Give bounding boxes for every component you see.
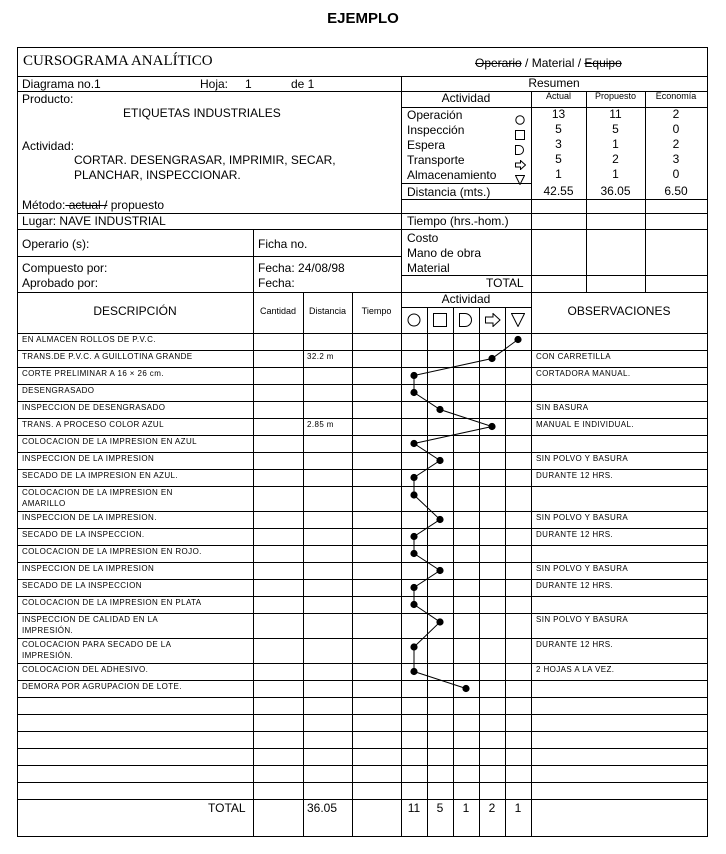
material-label: Material bbox=[407, 261, 450, 275]
activity-point bbox=[410, 668, 417, 675]
activity-point bbox=[488, 355, 495, 362]
distancia-actual: 42.55 bbox=[543, 184, 574, 198]
activity-point bbox=[410, 372, 417, 379]
grid-line bbox=[401, 199, 708, 200]
activity-point bbox=[410, 550, 417, 557]
table-row-line bbox=[17, 613, 708, 614]
activity-point bbox=[436, 516, 443, 523]
activity-point bbox=[410, 533, 417, 540]
resumen-row-label: Almacenamiento bbox=[407, 168, 497, 182]
table-row-observation: CORTADORA MANUAL. bbox=[536, 369, 631, 378]
operario-label: Operario (s): bbox=[22, 237, 90, 251]
table-row-line bbox=[17, 528, 708, 529]
activity-flow-line bbox=[414, 340, 518, 689]
actividad-line1: CORTAR. DESENGRASAR, IMPRIMIR, SECAR, bbox=[74, 153, 336, 167]
resumen-actual-value: 5 bbox=[555, 122, 562, 136]
table-row-description: INSPECCION DE LA IMPRESION bbox=[22, 564, 155, 573]
grid-line bbox=[17, 333, 708, 334]
activity-point bbox=[514, 336, 521, 343]
triangle-down-icon bbox=[511, 313, 525, 332]
activity-point bbox=[436, 618, 443, 625]
table-row-description: COLOCACION DE LA IMPRESION EN ROJO. bbox=[22, 547, 202, 556]
table-row-line bbox=[17, 765, 708, 766]
activity-point bbox=[436, 406, 443, 413]
form-border-bottom bbox=[17, 836, 708, 837]
form-border-top bbox=[17, 47, 708, 48]
table-row-observation: DURANTE 12 HRS. bbox=[536, 640, 614, 649]
compuesto-label: Compuesto por: bbox=[22, 261, 108, 275]
form-title: CURSOGRAMA ANALÍTICO bbox=[23, 53, 213, 69]
activity-column-line bbox=[453, 307, 454, 837]
actividad-label: Actividad: bbox=[22, 139, 75, 153]
table-row-line bbox=[17, 452, 708, 453]
table-row-line bbox=[17, 486, 708, 487]
resumen-row-label: Espera bbox=[407, 138, 446, 152]
table-row-line bbox=[17, 384, 708, 385]
type-sep: / bbox=[574, 56, 585, 70]
activity-column-line bbox=[505, 307, 506, 837]
table-row-description: INSPECCION DE DESENGRASADO bbox=[22, 403, 166, 412]
col-cantidad-header: Cantidad bbox=[259, 306, 297, 316]
tiempo-label: Tiempo (hrs.-hom.) bbox=[407, 214, 509, 228]
table-row-observation: SIN POLVO Y BASURA bbox=[536, 615, 629, 624]
resumen-actividad-header: Actividad bbox=[441, 91, 491, 105]
actividad-line2: PLANCHAR, INSPECCIONAR. bbox=[74, 168, 241, 182]
resumen-economia-value: 2 bbox=[672, 137, 680, 151]
table-total-count: 1 bbox=[462, 801, 470, 815]
grid-line bbox=[303, 292, 304, 837]
table-row-description: INSPECCION DE LA IMPRESION. bbox=[22, 513, 157, 522]
resumen-actual-value: 5 bbox=[555, 152, 562, 166]
table-row-description: DEMORA POR AGRUPACION DE LOTE. bbox=[22, 682, 182, 691]
col-tiempo-header: Tiempo bbox=[361, 306, 392, 316]
table-row-line bbox=[17, 350, 708, 351]
table-row-distance: 2.85 m bbox=[307, 420, 334, 429]
table-row-description: COLOCACION DEL ADHESIVO. bbox=[22, 665, 149, 674]
table-row-line bbox=[17, 511, 708, 512]
table-row-line bbox=[17, 680, 708, 681]
type-material: Material bbox=[531, 56, 575, 70]
triangle-down-icon bbox=[515, 172, 525, 190]
distancia-propuesto: 36.05 bbox=[600, 184, 631, 198]
col-propuesto-header: Propuesto bbox=[594, 91, 637, 101]
fecha-aprobado: Fecha: bbox=[258, 276, 295, 290]
table-row-description: TRANS.DE P.V.C. A GUILLOTINA GRANDE bbox=[22, 352, 193, 361]
col-actividad-header: Actividad bbox=[441, 292, 491, 306]
table-row-description: COLOCACION PARA SECADO DE LA bbox=[22, 640, 172, 649]
table-total-distancia: 36.05 bbox=[307, 801, 338, 815]
table-total-count: 2 bbox=[488, 801, 496, 815]
lugar-field: Lugar: NAVE INDUSTRIAL bbox=[22, 214, 166, 228]
arrow-right-icon bbox=[485, 313, 501, 332]
table-row-observation: DURANTE 12 HRS. bbox=[536, 581, 614, 590]
table-row-line bbox=[17, 782, 708, 783]
table-row-observation: DURANTE 12 HRS. bbox=[536, 471, 614, 480]
table-row-observation: CON CARRETILLA bbox=[536, 352, 611, 361]
metodo-label: Método: bbox=[22, 198, 66, 212]
table-row-description-cont: AMARILLO bbox=[22, 499, 66, 508]
col-distancia-header: Distancia bbox=[308, 306, 346, 316]
activity-point bbox=[462, 685, 469, 692]
actividad-header-line bbox=[401, 307, 532, 308]
resumen-total-label: TOTAL bbox=[486, 276, 524, 290]
table-row-description: INSPECCION DE LA IMPRESION bbox=[22, 454, 155, 463]
resumen-propuesto-value: 2 bbox=[612, 152, 619, 166]
fecha-compuesto: Fecha: 24/08/98 bbox=[258, 261, 345, 275]
square-icon bbox=[433, 313, 447, 332]
grid-line bbox=[401, 183, 532, 184]
resumen-propuesto-value: 1 bbox=[612, 137, 619, 151]
table-row-line bbox=[17, 697, 708, 698]
type-operario: Operario bbox=[475, 56, 522, 70]
hoja-value: 1 bbox=[245, 77, 252, 91]
resumen-economia-value: 3 bbox=[672, 152, 680, 166]
grid-line bbox=[17, 229, 402, 230]
distancia-label: Distancia (mts.) bbox=[407, 185, 491, 199]
circle-icon bbox=[407, 313, 421, 332]
resumen-title: Resumen bbox=[528, 76, 580, 90]
table-row-line bbox=[17, 663, 708, 664]
table-row-description-cont: IMPRESIÓN. bbox=[22, 626, 74, 635]
metodo-field bbox=[22, 198, 164, 212]
costo-label: Costo bbox=[407, 231, 439, 245]
hoja-total: de 1 bbox=[291, 77, 315, 91]
resumen-actual-value: 1 bbox=[555, 167, 562, 181]
table-row-line bbox=[17, 367, 708, 368]
distancia-economia: 6.50 bbox=[664, 184, 688, 198]
producto-label: Producto: bbox=[22, 92, 74, 106]
diagrama-number: Diagrama no.1 bbox=[22, 77, 101, 91]
resumen-propuesto-value: 5 bbox=[612, 122, 619, 136]
table-row-line bbox=[17, 418, 708, 419]
grid-line bbox=[253, 292, 254, 837]
page-title: EJEMPLO bbox=[327, 10, 399, 27]
table-row-description: COLOCACION DE LA IMPRESION EN AZUL bbox=[22, 437, 197, 446]
table-row-observation: SIN POLVO Y BASURA bbox=[536, 564, 629, 573]
resumen-economia-value: 2 bbox=[672, 107, 680, 121]
summary-divider bbox=[401, 76, 402, 837]
activity-point bbox=[410, 440, 417, 447]
activity-point bbox=[410, 601, 417, 608]
table-row-line bbox=[17, 748, 708, 749]
metodo-actual: actual / bbox=[65, 198, 108, 212]
mano-obra-label: Mano de obra bbox=[407, 246, 482, 260]
col-observaciones-header: OBSERVACIONES bbox=[567, 304, 671, 318]
d-shape-icon bbox=[459, 313, 473, 332]
table-row-description: SECADO DE LA INSPECCION. bbox=[22, 530, 145, 539]
table-row-line bbox=[17, 435, 708, 436]
activity-point bbox=[410, 491, 417, 498]
metodo-propuesto: propuesto bbox=[107, 198, 165, 212]
activity-column-line bbox=[427, 307, 428, 837]
activity-point bbox=[488, 423, 495, 430]
grid-line bbox=[401, 229, 708, 230]
table-row-description: COLOCACION DE LA IMPRESION EN bbox=[22, 488, 173, 497]
table-total-label: TOTAL bbox=[208, 801, 246, 815]
table-row-line bbox=[17, 562, 708, 563]
grid-line bbox=[531, 292, 532, 837]
resumen-row-label: Inspección bbox=[407, 123, 465, 137]
activity-point bbox=[410, 584, 417, 591]
resumen-actual-value: 13 bbox=[551, 107, 566, 121]
table-row-line bbox=[17, 469, 708, 470]
table-row-description: SECADO DE LA IMPRESION EN AZUL. bbox=[22, 471, 178, 480]
aprobado-label: Aprobado por: bbox=[22, 276, 99, 290]
table-row-observation: DURANTE 12 HRS. bbox=[536, 530, 614, 539]
table-row-description: COLOCACION DE LA IMPRESION EN PLATA bbox=[22, 598, 202, 607]
grid-line bbox=[352, 292, 353, 837]
resumen-row-label: Operación bbox=[407, 108, 463, 122]
table-total-count: 11 bbox=[407, 801, 421, 815]
table-row-observation: SIN POLVO Y BASURA bbox=[536, 513, 629, 522]
form-border-right bbox=[707, 47, 708, 837]
table-row-description-cont: IMPRESIÓN. bbox=[22, 651, 74, 660]
table-row-distance: 32.2 m bbox=[307, 352, 334, 361]
activity-column-line bbox=[479, 307, 480, 837]
activity-point bbox=[436, 567, 443, 574]
resumen-economia-value: 0 bbox=[672, 167, 680, 181]
table-row-observation: MANUAL E INDIVIDUAL. bbox=[536, 420, 634, 429]
col-descripcion-header: DESCRIPCIÓN bbox=[93, 304, 177, 318]
table-row-description: EN ALMACEN ROLLOS DE P.V.C. bbox=[22, 335, 156, 344]
table-row-description: CORTE PRELIMINAR A 16 × 26 cm. bbox=[22, 369, 164, 378]
table-row-description: DESENGRASADO bbox=[22, 386, 95, 395]
hoja-label: Hoja: bbox=[200, 77, 229, 91]
resumen-row-label: Transporte bbox=[407, 153, 465, 167]
resumen-propuesto-value: 1 bbox=[612, 167, 619, 181]
activity-point bbox=[410, 389, 417, 396]
table-row-line bbox=[17, 545, 708, 546]
table-row-observation: SIN BASURA bbox=[536, 403, 589, 412]
table-row-line bbox=[17, 799, 708, 800]
type-sep: / bbox=[521, 56, 532, 70]
table-row-line bbox=[17, 401, 708, 402]
grid-line bbox=[17, 91, 402, 92]
table-row-description: INSPECCION DE CALIDAD EN LA bbox=[22, 615, 159, 624]
table-row-description: SECADO DE LA INSPECCION bbox=[22, 581, 142, 590]
form-border-left bbox=[17, 47, 18, 837]
producto-value: ETIQUETAS INDUSTRIALES bbox=[123, 106, 281, 120]
table-row-line bbox=[17, 596, 708, 597]
grid-line bbox=[17, 292, 402, 293]
activity-point bbox=[410, 474, 417, 481]
table-row-observation: 2 HOJAS A LA VEZ. bbox=[536, 665, 615, 674]
grid-line bbox=[17, 256, 402, 257]
table-row-description: TRANS. A PROCESO COLOR AZUL bbox=[22, 420, 164, 429]
table-row-line bbox=[17, 731, 708, 732]
table-row-line bbox=[17, 579, 708, 580]
table-row-line bbox=[17, 638, 708, 639]
col-economia-header: Economía bbox=[655, 91, 697, 101]
type-equipo: Equipo bbox=[584, 56, 622, 70]
col-actual-header: Actual bbox=[545, 91, 571, 101]
table-total-count: 5 bbox=[436, 801, 444, 815]
grid-line bbox=[401, 275, 708, 276]
resumen-economia-value: 0 bbox=[672, 122, 680, 136]
grid-line bbox=[253, 229, 254, 293]
resumen-actual-value: 3 bbox=[555, 137, 562, 151]
table-total-count: 1 bbox=[514, 801, 522, 815]
table-row-observation: SIN POLVO Y BASURA bbox=[536, 454, 629, 463]
activity-point bbox=[410, 643, 417, 650]
activity-point bbox=[436, 457, 443, 464]
chart-type-selector bbox=[475, 56, 622, 70]
table-row-line bbox=[17, 714, 708, 715]
resumen-propuesto-value: 11 bbox=[609, 107, 622, 121]
ficha-label: Ficha no. bbox=[258, 237, 308, 251]
